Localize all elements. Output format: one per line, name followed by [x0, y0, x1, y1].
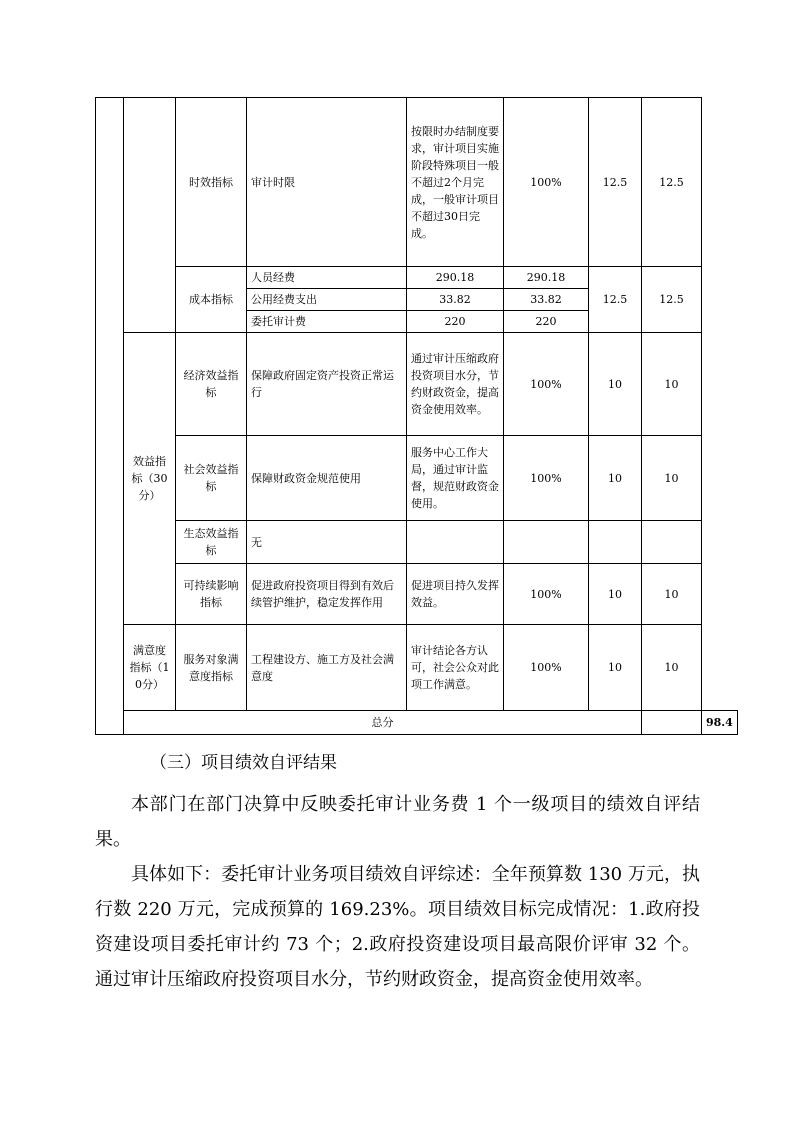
target-value: 按限时办结制度要求，审计项目实施阶段特殊项目一般不超过2个月完成，一般审计项目不超过30日完成。	[407, 98, 504, 267]
table-row	[96, 564, 738, 625]
tertiary-indicator-label: 成本指标	[176, 267, 247, 333]
cost-item-actual: 220	[504, 311, 589, 333]
cost-item-actual: 290.18	[504, 267, 589, 289]
actual-value: 100%	[504, 625, 589, 711]
target-value: 审计结论各方认可，社会公众对此项工作满意。	[407, 625, 504, 711]
secondary-indicator-cell	[124, 98, 176, 333]
target-value: 通过审计压缩政府投资项目水分，节约财政资金，提高资金使用效率。	[407, 333, 504, 436]
tertiary-indicator-label: 时效指标	[176, 98, 247, 267]
weight-value: 10	[589, 436, 642, 521]
score-value: 12.5	[642, 98, 702, 267]
cost-item-target: 290.18	[407, 267, 504, 289]
performance-indicator-table	[95, 97, 738, 735]
score-value: 12.5	[642, 267, 702, 333]
score-value: 10	[642, 625, 702, 711]
actual-value: 100%	[504, 564, 589, 625]
tertiary-indicator-label: 生态效益指标	[176, 521, 247, 564]
table-row	[96, 98, 738, 267]
body-paragraph-2: 具体如下：委托审计业务项目绩效自评综述：全年预算数 130 万元，执行数 220 万元，完成预算的 169.23%。项目绩效目标完成情况：1.政府投资建设项目委托审计约 73 个；2.政府投资建设项目最高限价评审 32 个。通过审计压缩政府投资项目水分，节约财政资金，提高资金使用效率。	[95, 864, 700, 990]
total-label: 总分	[124, 711, 642, 735]
table-row	[96, 625, 738, 711]
table-row	[96, 521, 738, 564]
weight-value: 10	[589, 625, 642, 711]
indicator-content: 促进政府投资项目得到有效后续管护维护，稳定发挥作用	[247, 564, 407, 625]
score-value: 10	[642, 333, 702, 436]
section-heading: （三）项目绩效自评结果	[150, 753, 337, 773]
cost-item-actual: 33.82	[504, 289, 589, 311]
score-value: 10	[642, 436, 702, 521]
cost-item-name: 公用经费支出	[247, 289, 407, 311]
indicator-content: 保障政府固定资产投资正常运行	[247, 333, 407, 436]
tertiary-indicator-label: 社会效益指标	[176, 436, 247, 521]
actual-value: 100%	[504, 436, 589, 521]
total-score: 98.4	[702, 711, 738, 735]
secondary-indicator-label: 效益指标（30分）	[124, 333, 176, 625]
actual-value: 100%	[504, 98, 589, 267]
actual-value: 100%	[504, 333, 589, 436]
table-row	[96, 436, 738, 521]
weight-value: 12.5	[589, 98, 642, 267]
weight-value: 10	[589, 333, 642, 436]
cost-item-target: 220	[407, 311, 504, 333]
indicator-content: 工程建设方、施工方及社会满意度	[247, 625, 407, 711]
table-row	[96, 267, 738, 289]
tertiary-indicator-label: 经济效益指标	[176, 333, 247, 436]
table-row	[96, 333, 738, 436]
total-row	[96, 711, 738, 735]
tertiary-indicator-label: 可持续影响指标	[176, 564, 247, 625]
cost-item-target: 33.82	[407, 289, 504, 311]
score-value: 10	[642, 564, 702, 625]
weight-value: 10	[589, 564, 642, 625]
total-weight	[642, 711, 702, 735]
target-value	[407, 521, 504, 564]
weight-value	[589, 521, 642, 564]
indicator-content: 保障财政资金规范使用	[247, 436, 407, 521]
weight-value: 12.5	[589, 267, 642, 333]
actual-value	[504, 521, 589, 564]
target-value: 促进项目持久发挥效益。	[407, 564, 504, 625]
tertiary-indicator-label: 服务对象满意度指标	[176, 625, 247, 711]
secondary-indicator-label: 满意度指标（10分）	[124, 625, 176, 711]
indicator-content: 无	[247, 521, 407, 564]
body-paragraph-1: 本部门在部门决算中反映委托审计业务费 1 个一级项目的绩效自评结果。	[95, 794, 700, 850]
target-value: 服务中心工作大局，通过审计监督，规范财政资金使用。	[407, 436, 504, 521]
cost-item-name: 人员经费	[247, 267, 407, 289]
cost-item-name: 委托审计费	[247, 311, 407, 333]
score-value	[642, 521, 702, 564]
primary-indicator-cell	[96, 98, 124, 735]
indicator-content: 审计时限	[247, 98, 407, 267]
